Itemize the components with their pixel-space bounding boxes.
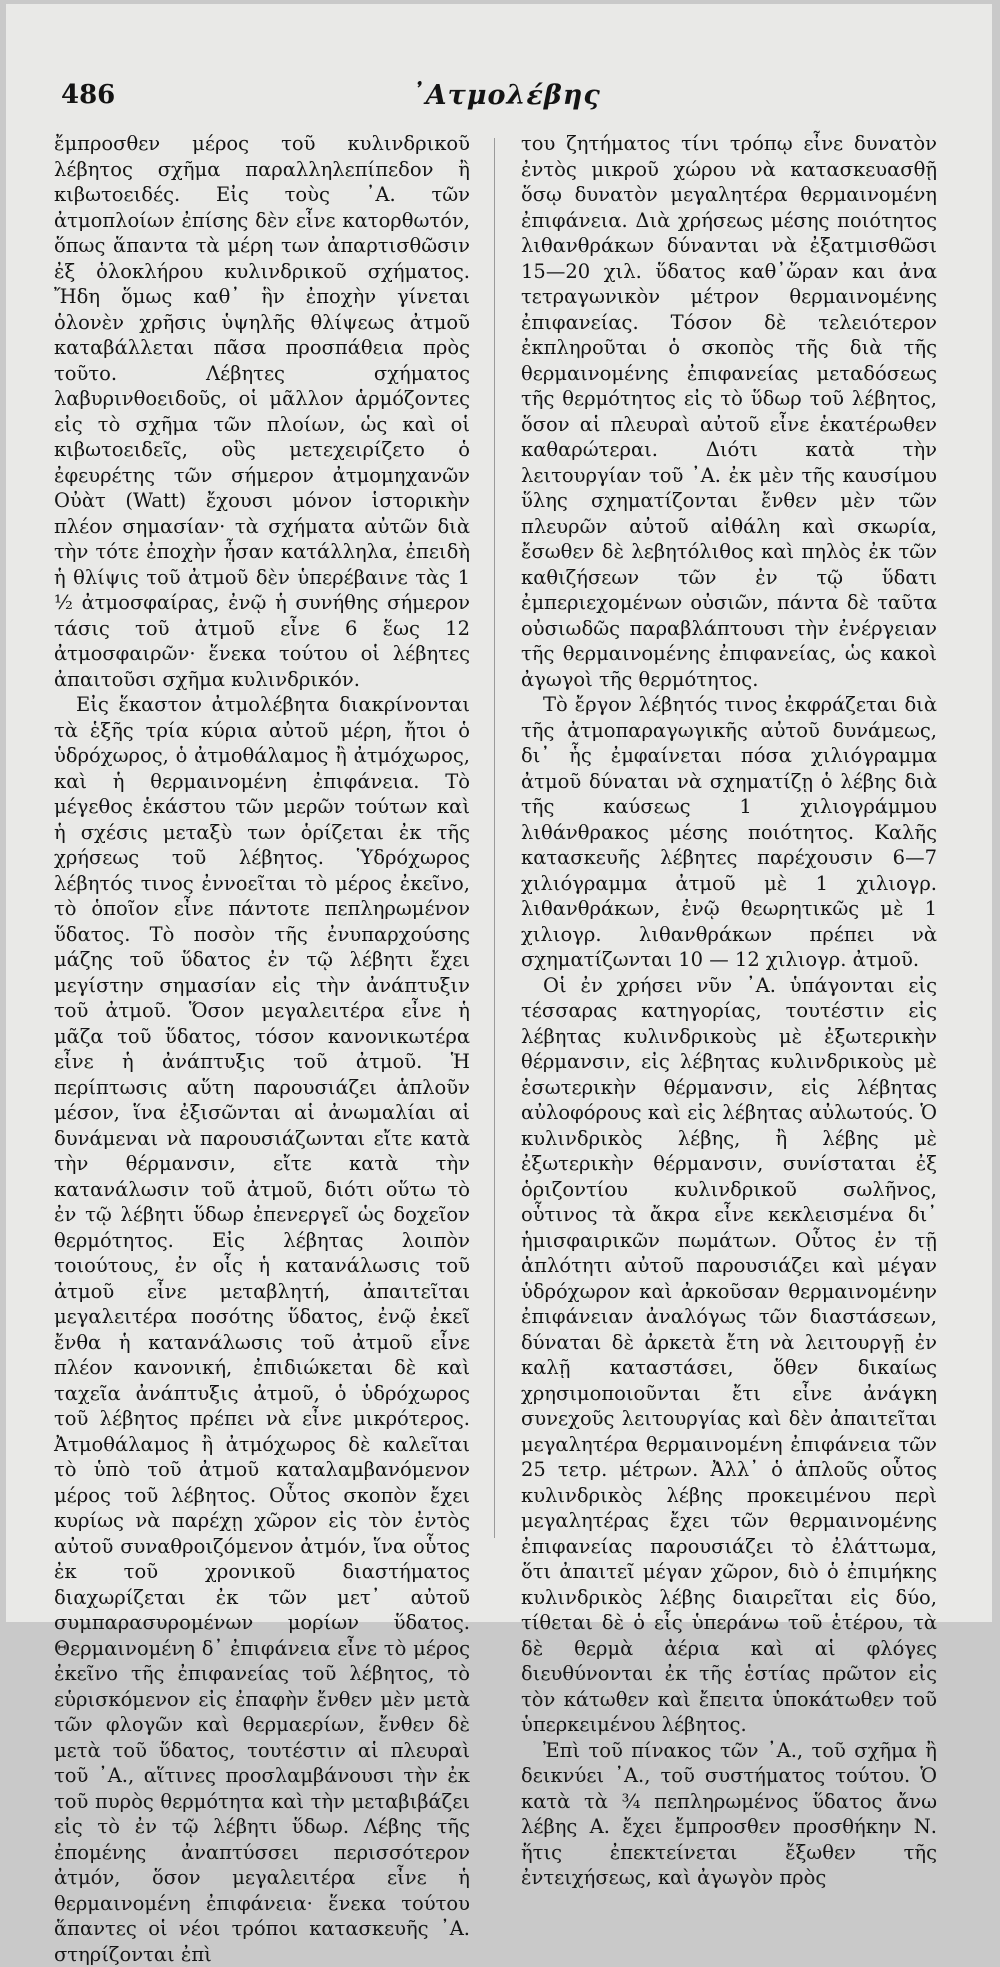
paragraph: Οἱ ἐν χρήσει νῦν ᾿Α. ὑπάγονται εἰς τέσσαρας κατηγορίας, τουτέστιν εἰς λέβητας κυλινδρικοὺς μὲ ἐξωτερικὴν θέρμανσιν, εἰς λέβητας κυλινδρικοὺς μὲ ἐσωτερικὴν θέρμανσιν, εἰς λέβητας αὐλοφόρους καὶ εἰς λέβητας αὐλωτούς. Ὁ κυλινδρικὸς λέβης, ἢ λέβης μὲ ἐξωτερικὴν θέρμανσιν, συνίσταται ἐξ ὁριζοντίου κυλινδρικοῦ σωλῆνος, οὗτινος τὰ ἄκρα εἶνε κεκλεισμένα δι᾿ ἡμισφαιρικῶν πωμάτων. Οὗτος ἐν τῇ ἁπλότητι αὐτοῦ παρουσιάζει καὶ μέγαν ὑδρόχωρον καὶ ἀρκοῦσαν θερμαινομένην ἐπιφάνειαν ἀναλόγως τῶν διαστάσεων, δύναται δὲ ἀρκετὰ ἔτη νὰ λειτουργῇ ἐν καλῇ καταστάσει, ὅθεν δικαίως χρησιμοποιοῦνται ἔτι εἶνε ἀνάγκη συνεχοῦς λειτουργίας καὶ δὲν ἀπαιτεῖται μεγαλητέρα θερμαινομένη ἐπιφάνεια τῶν 25 τετρ. μέτρων. Ἀλλ᾿ ὁ ἁπλοῦς οὗτος κυλινδρικὸς λέβης προκειμένου περὶ μεγαλητέρας ἔχει τῶν θερμαινομένης ἐπιφανείας παρουσιάζει τὸ ἐλάττωμα, ὅτι ἀπαιτεῖ μέγαν χῶρον, διὸ ὁ ἐπιμήκης κυλινδρικὸς λέβης διαιρεῖται εἰς δύο, τίθεται δὲ ὁ εἷς ὑπεράνω τοῦ ἑτέρου, τὰ δὲ θερμὰ ἀέρια καὶ αἱ φλόγες διευθύνονται ἐκ τῆς ἑστίας πρῶτον εἰς τὸν κάτωθεν καὶ ἔπειτα ὑποκάτωθεν τοῦ ὑπερκειμένου λέβητος.: [521, 973, 937, 1736]
paragraph: Εἰς ἕκαστον ἀτμολέβητα διακρίνονται τὰ ἑξῆς τρία κύρια αὐτοῦ μέρη, ἤτοι ὁ ὑδρόχωρος, ὁ ἀτμοθάλαμος ἢ ἀτμόχωρος, καὶ ἡ θερμαινομένη ἐπιφάνεια. Τὸ μέγεθος ἑκάστου τῶν μερῶν τούτων καὶ ἡ σχέσις μεταξὺ των ὁρίζεται ἐκ τῆς χρήσεως τοῦ λέβητος. Ὑδρόχωρος λέβητός τινος ἐννοεῖται τὸ μέρος ἐκεῖνο, τὸ ὁποῖον εἶνε πάντοτε πεπληρωμένον ὕδατος. Τὸ ποσὸν τῆς ἐνυπαρχούσης μάζης τοῦ ὕδατος ἐν τῷ λέβητι ἔχει μεγίστην σημασίαν εἰς τὴν ἀνάπτυξιν τοῦ ἀτμοῦ. Ὅσον μεγαλειτέρα εἶνε ἡ μᾶζα τοῦ ὕδατος, τόσον κανονικωτέρα εἶνε ἡ ἀνάπτυξις τοῦ ἀτμοῦ. Ἡ περίπτωσις αὕτη παρουσιάζει ἁπλοῦν μέσον, ἵνα ἐξισῶνται αἱ ἀνωμαλίαι αἱ δυνάμεναι νὰ παρουσιάζωνται εἴτε κατὰ τὴν θέρμανσιν, εἴτε κατὰ τὴν κατανάλωσιν τοῦ ἀτμοῦ, διότι οὕτω τὸ ἐν τῷ λέβητι ὕδωρ ἐπενεργεῖ ὡς δοχεῖον θερμότητος. Εἰς λέβητας λοιπὸν τοιούτους, ἐν οἷς ἡ κατανάλωσις τοῦ ἀτμοῦ εἶνε μεταβλητή, ἀπαιτεῖται μεγαλειτέρα ποσότης ὕδατος, ἐνῷ ἐκεῖ ἔνθα ἡ κατανάλωσις τοῦ ἀτμοῦ εἶνε πλέον κανονική, ἐπιδιώκεται δὲ καὶ ταχεῖα ἀνάπτυξις ἀτμοῦ, ὁ ὑδρόχωρος τοῦ λέβητος πρέπει νὰ εἶνε μικρότερος. Ἀτμοθάλαμος ἢ ἀτμόχωρος δὲ καλεῖται τὸ ὑπὸ τοῦ ἀτμοῦ καταλαμβανόμενον μέρος τοῦ λέβητος. Οὗτος σκοπὸν ἔχει κυρίως νὰ παρέχῃ χῶρον εἰς τὸν ἐντὸς αὐτοῦ συναθροιζόμενον ἀτμόν, ἵνα οὗτος ἐκ τοῦ χρονικοῦ διαστήματος διαχωρίζεται ἐκ τῶν μετ᾿ αὐτοῦ συμπαρασυρομένων μορίων ὕδατος. Θερμαινομένη δ᾿ ἐπιφάνεια εἶνε τὸ μέρος ἐκεῖνο τῆς ἐπιφανείας τοῦ λέβητος, τὸ εὑρισκόμενον εἰς ἐπαφὴν ἔνθεν μὲν μετὰ τῶν φλογῶν καὶ θερμαερίων, ἔνθεν δὲ μετὰ τοῦ ὕδατος, τουτέστιν αἱ πλευραὶ τοῦ ᾿Α., αἵτινες προσλαμβάνουσι τὴν ἐκ τοῦ πυρὸς θερμότητα καὶ τὴν μεταβιβάζει εἰς τὸ ἐν τῷ λέβητι ὕδωρ. Λέβης τῆς ἐπομένης ἀναπτύσσει περισσότερον ἀτμόν, ὅσον μεγαλειτέρα εἶνε ἡ θερμαινομένη ἐπιφάνεια· ἕνεκα τούτου ἅπαντες οἱ νέοι τρόποι κατασκευῆς ᾿Α. στηρίζονται ἐπὶ: [54, 693, 470, 1966]
paragraph: Τὸ ἔργον λέβητός τινος ἐκφράζεται διὰ τῆς ἀτμοπαραγωγικῆς αὐτοῦ δυνάμεως, δι᾿ ἧς ἐμφαίνεται πόσα χιλιόγραμμα ἀτμοῦ δύναται νὰ σχηματίζῃ ὁ λέβης διὰ τῆς καύσεως 1 χιλιογράμμου λιθάνθρακος μέσης ποιότητος. Καλῆς κατασκευῆς λέβητες παρέχουσιν 6—7 χιλιόγραμμα ἀτμοῦ μὲ 1 χιλιογρ. λιθανθράκων, ἐνῷ θεωρητικῶς μὲ 1 χιλιογρ. λιθανθράκων πρέπει νὰ σχηματίζωνται 10 — 12 χιλιογρ. ἀτμοῦ.: [521, 693, 937, 971]
column-divider: [494, 138, 495, 1538]
paragraph: του ζητήματος τίνι τρόπῳ εἶνε δυνατὸν ἐντὸς μικροῦ χώρου νὰ κατασκευασθῇ ὅσῳ δυνατὸν μεγαλητέρα θερμαινομένη ἐπιφάνεια. Διὰ χρήσεως μέσης ποιότητος λιθανθράκων δύνανται νὰ ἐξατμισθῶσι 15—20 χιλ. ὕδατος καθ᾿ὥραν και ἀνα τετραγωνικὸν μέτρον θερμαινομένης ἐπιφανείας. Τόσον δὲ τελειότερον ἐκπληροῦται ὁ σκοπὸς τῆς διὰ τῆς θερμαινομένης ἐπιφανείας μεταδόσεως τῆς θερμότητος εἰς τὸ ὕδωρ τοῦ λέβητος, ὅσον αἱ πλευραὶ αὐτοῦ εἶνε ἑκατέρωθεν καθαρώτεραι. Διότι κατὰ τὴν λειτουργίαν τοῦ ᾿Α. ἐκ μὲν τῆς καυσίμου ὕλης σχηματίζονται ἔνθεν μὲν τῶν πλευρῶν αὐτοῦ αἰθάλη καὶ σκωρία, ἔσωθεν δὲ λεβητόλιθος καὶ πηλὸς ἐκ τῶν καθιζήσεων τῶν ἐν τῷ ὕδατι ἐμπεριεχομένων οὐσιῶν, πάντα δὲ ταῦτα οὐσιωδῶς παραβλάπτουσι τὴν ἐνέργειαν τῆς θερμαινομένης ἐπιφανείας, ὡς κακοὶ ἀγωγοὶ τῆς θερμότητος.: [521, 132, 937, 691]
paragraph: ἔμπροσθεν μέρος τοῦ κυλινδρικοῦ λέβητος σχῆμα παραλληλεπίπεδον ἢ κιβωτοειδές. Εἰς τοὺς ᾿Α. τῶν ἀτμοπλοίων ἐπίσης δὲν εἶνε κατορθωτόν, ὅπως ἅπαντα τὰ μέρη των ἀπαρτισθῶσιν ἐξ ὁλοκλήρου κυλινδρικοῦ σχήματος. Ἤδη ὅμως καθ᾿ ἣν ἐποχὴν γίνεται ὁλονὲν χρῆσις ὑψηλῆς θλίψεως ἀτμοῦ καταβάλλεται πᾶσα προσπάθεια πρὸς τοῦτο. Λέβητες σχήματος λαβυρινθοειδοῦς, οἱ μᾶλλον ἁρμόζοντες εἰς τὸ σχῆμα τῶν πλοίων, ὡς καὶ οἱ κιβωτοειδεῖς, οὓς μετεχειρίζετο ὁ ἐφευρέτης τῶν σήμερον ἀτμομηχανῶν Οὐὰτ (Watt) ἔχουσι μόνον ἱστορικὴν πλέον σημασίαν· τὰ σχήματα αὐτῶν διὰ τὴν τότε ἐποχὴν ἦσαν κατάλληλα, ἐπειδὴ ἡ θλίψις τοῦ ἀτμοῦ δὲν ὑπερέβαινε τὰς 1 ½ ἀτμοσφαίρας, ἐνῷ ἡ συνήθης σήμερον τάσις τοῦ ἀτμοῦ εἶνε 6 ἕως 12 ἀτμοσφαιρῶν· ἕνεκα τούτου οἱ λέβητες ἀπαιτοῦσι σχῆμα κυλινδρικόν.: [54, 132, 470, 691]
page-header: [61, 80, 951, 120]
paragraph: Ἐπὶ τοῦ πίνακος τῶν ᾿Α., τοῦ σχῆμα ἢ δεικνύει ᾿Α., τοῦ συστήματος τούτου. Ὁ κατὰ τὰ ¾ πεπληρωμένος ὕδατος ἄνω λέβης Α. ἔχει ἔμπροσθεν προσθήκην Ν. ἥτις ἐπεκτείνεται ἔξωθεν τῆς ἐντειχήσεως, καὶ ἀγωγὸν πρὸς: [521, 1738, 937, 1889]
running-title: ᾿Ατμολέβης: [411, 80, 601, 111]
left-column: [54, 131, 470, 1967]
page-number: 486: [61, 80, 116, 110]
